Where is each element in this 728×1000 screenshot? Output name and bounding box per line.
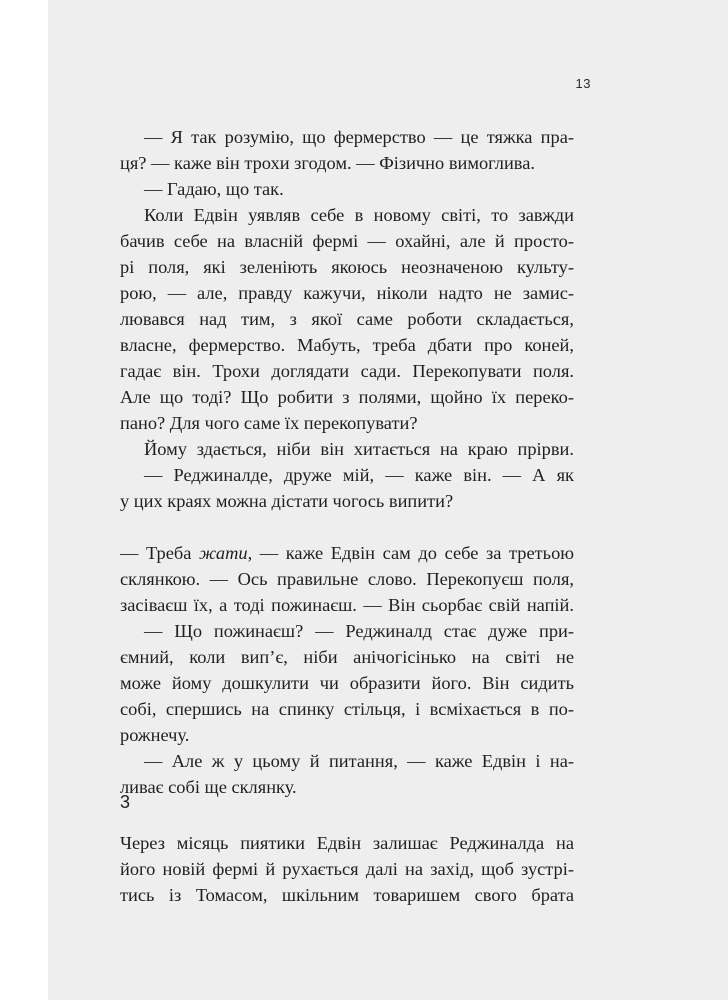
text-line: склянкою. — Ось правильне слово. Перекопуєш поля, [120,569,574,589]
text-line: засіваєш їх, а тоді пожинаєш. — Він сьорбає свій напій. [120,595,574,615]
text-line: Але що тоді? Що робити з полями, щойно їх переко- [120,387,574,407]
text-line: — Гадаю, що так. [144,179,284,199]
text-line: рожнечу. [120,725,190,745]
text-line: Коли Едвін уявляв себе в новому світі, то завжди [144,205,574,225]
text-line: гадає він. Трохи доглядати сади. Перекопувати поля. [120,361,574,381]
emphasized-word: жати [199,543,248,563]
text-segment: , — каже Едвін сам до себе за третьою [247,543,575,563]
text-line: може йому дошкулити чи образити його. Він сидить [120,673,574,693]
text-line: рою, — але, правду кажучи, ніколи надто не замис- [120,283,574,303]
text-line: лювався над тим, з якої саме роботи складається, [120,309,574,329]
text-line: ємний, коли вип’є, ніби анічогісінько на світі не [120,647,574,667]
text-line: рі поля, які зеленіють якоюсь неозначеною культу- [120,257,574,277]
book-page [48,0,728,1000]
text-line: ця? — каже він трохи згодом. — Фізично вимоглива. [120,153,536,173]
text-line: власне, фермерство. Мабуть, треба дбати про коней, [120,335,574,355]
text-line: Через місяць пиятики Едвін залишає Реджиналда на [120,833,574,853]
text-segment: — Треба [120,543,200,563]
text-line: — Реджиналде, друже мій, — каже він. — А як [144,465,574,485]
text-line: у цих краях можна дістати чогось випити? [120,491,454,511]
text-line: ливає собі ще склянку. [120,777,297,797]
text-line: — Що пожинаєш? — Реджиналд стає дуже при- [144,621,574,641]
text-line: тись із Томасом, шкільним товаришем свого брата [120,885,574,905]
text-line: пано? Для чого саме їх перекопувати? [120,413,418,433]
page-number: 13 [575,76,591,91]
text-line: його новій фермі й рухається далі на захід, щоб зустрі- [120,859,574,879]
text-line-with-emphasis [120,540,574,566]
text-line: — Я так розумію, що фермерство — це тяжка пра- [144,127,574,147]
text-line: собі, спершись на спинку стільця, і всміхається в по- [120,699,574,719]
text-line: Йому здається, ніби він хитається на краю прірви. [144,439,574,459]
section-number: 3 [120,792,131,812]
text-line: бачив себе на власній фермі — охайні, але й просто- [120,231,574,251]
text-line: — Але ж у цьому й питання, — каже Едвін і на- [144,751,574,771]
